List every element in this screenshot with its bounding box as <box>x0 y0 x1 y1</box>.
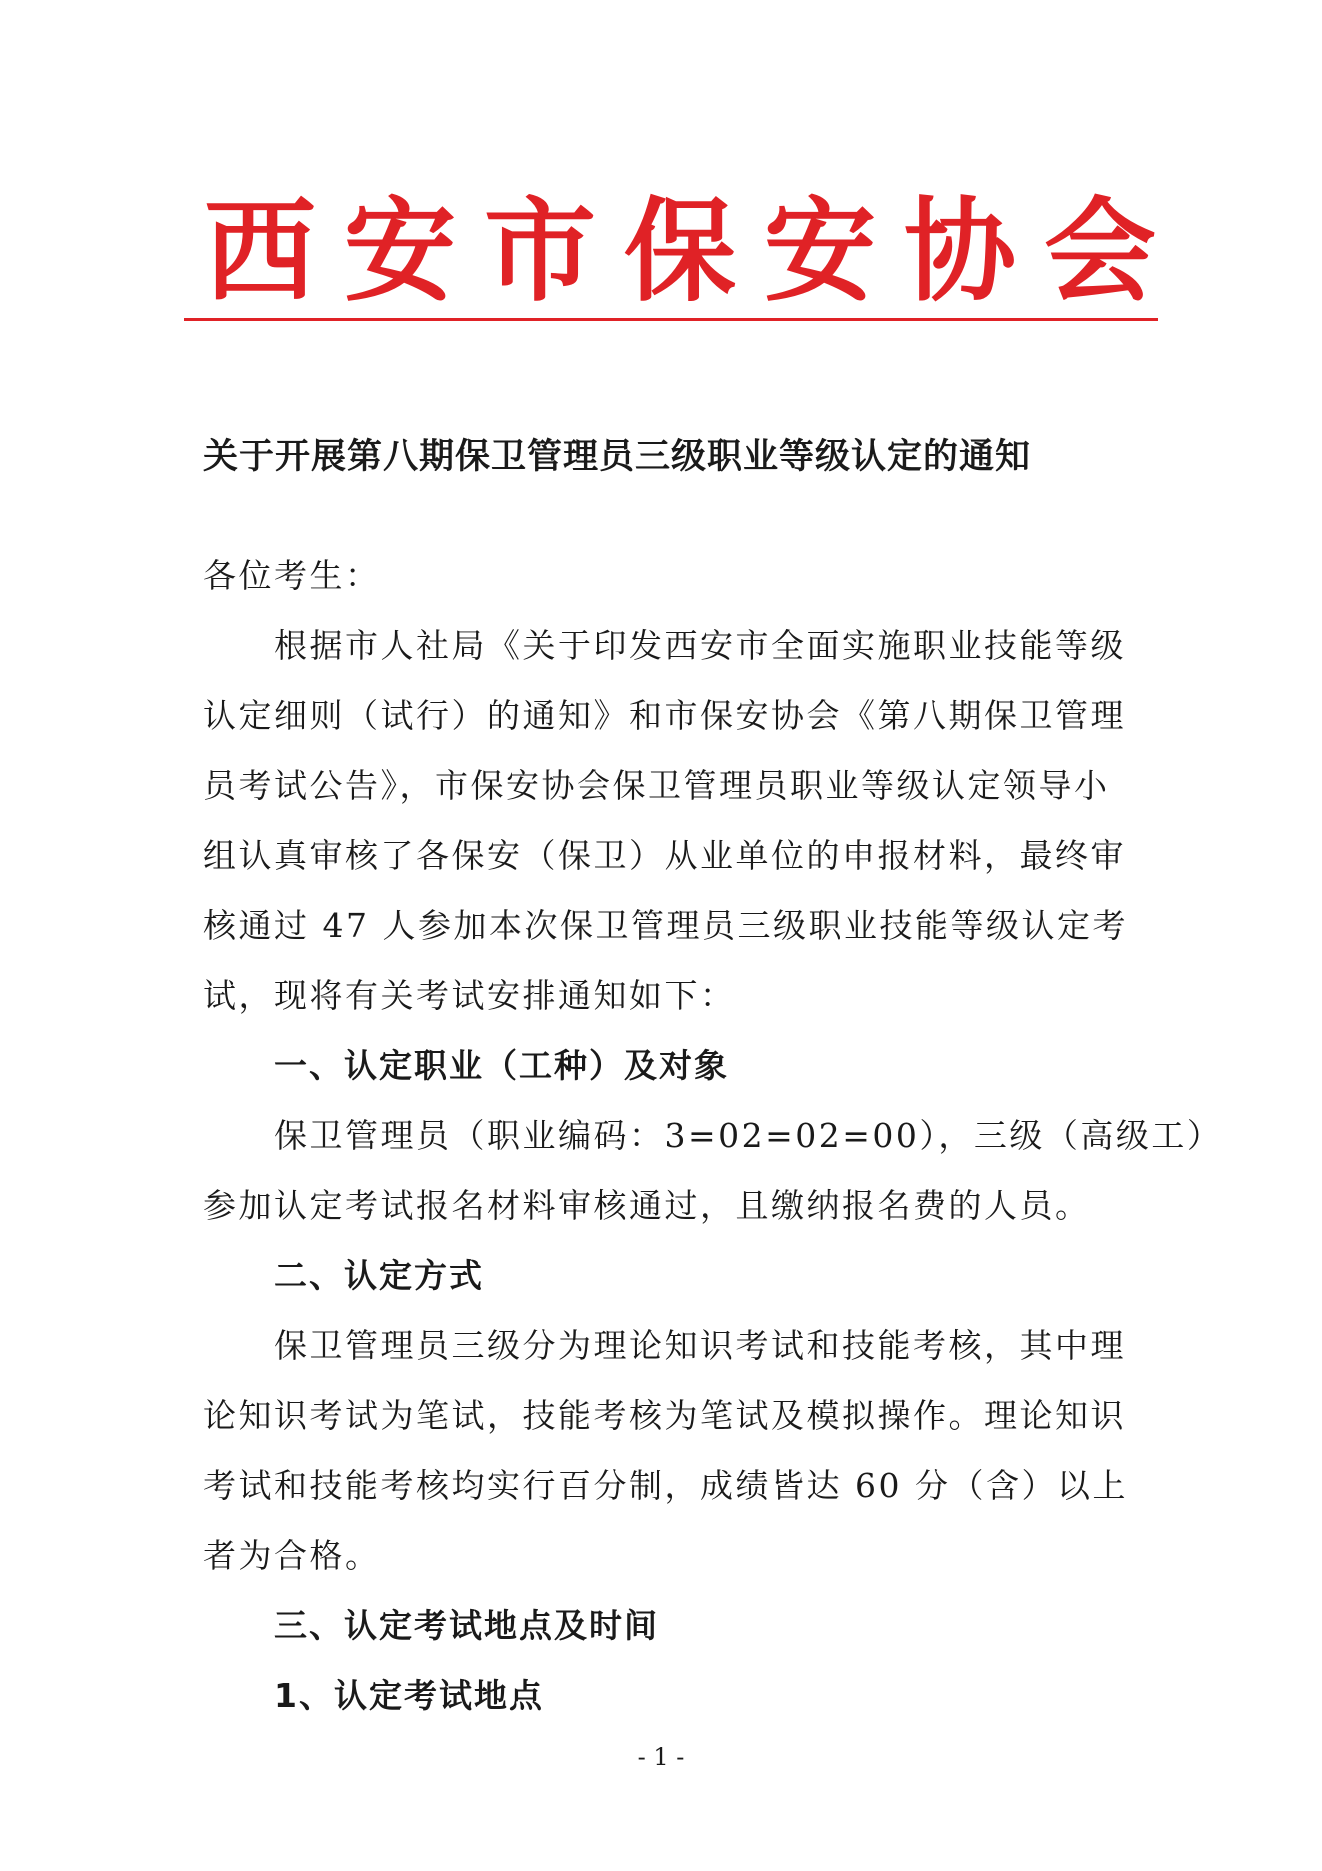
letterhead-organization-name <box>200 187 1160 317</box>
section-heading-3: 三、认定考试地点及时间 <box>274 1606 659 1645</box>
intro-line: 员考试公告》，市保安协会保卫管理员职业等级认定领导小 <box>203 766 1110 805</box>
letterhead-char: 会 <box>1044 187 1156 317</box>
letterhead-char: 安 <box>344 187 456 317</box>
letterhead-char: 西 <box>204 187 316 317</box>
section-heading-2: 二、认定方式 <box>274 1256 484 1295</box>
letterhead-char: 协 <box>904 187 1016 317</box>
salutation: 各位考生： <box>203 556 381 595</box>
page-number: - 1 - <box>637 1743 685 1771</box>
section-2-line: 论知识考试为笔试，技能考核为笔试及模拟操作。理论知识 <box>203 1396 1126 1435</box>
letterhead-red-divider <box>184 318 1158 321</box>
intro-line: 组认真审核了各保安（保卫）从业单位的申报材料，最终审 <box>203 836 1126 875</box>
subsection-heading-3-1: 1、认定考试地点 <box>274 1676 544 1715</box>
letterhead-char: 保 <box>624 187 736 317</box>
letterhead-char: 市 <box>484 187 596 317</box>
intro-line: 试，现将有关考试安排通知如下： <box>203 976 736 1015</box>
section-1-line: 参加认定考试报名材料审核通过，且缴纳报名费的人员。 <box>203 1186 1091 1225</box>
section-1-line: 保卫管理员（职业编码：3=02=02=00），三级（高级工） <box>274 1116 1223 1155</box>
intro-line: 根据市人社局《关于印发西安市全面实施职业技能等级 <box>274 626 1126 665</box>
section-2-line: 者为合格。 <box>203 1536 381 1575</box>
section-2-line: 保卫管理员三级分为理论知识考试和技能考核，其中理 <box>274 1326 1126 1365</box>
document-title: 关于开展第八期保卫管理员三级职业等级认定的通知 <box>203 437 1032 477</box>
letterhead-char: 安 <box>764 187 876 317</box>
intro-line: 认定细则（试行）的通知》和市保安协会《第八期保卫管理 <box>203 696 1126 735</box>
section-heading-1: 一、认定职业（工种）及对象 <box>274 1046 729 1085</box>
intro-line: 核通过 47 人参加本次保卫管理员三级职业技能等级认定考 <box>203 906 1128 945</box>
section-2-line: 考试和技能考核均实行百分制，成绩皆达 60 分（含）以上 <box>203 1466 1128 1505</box>
